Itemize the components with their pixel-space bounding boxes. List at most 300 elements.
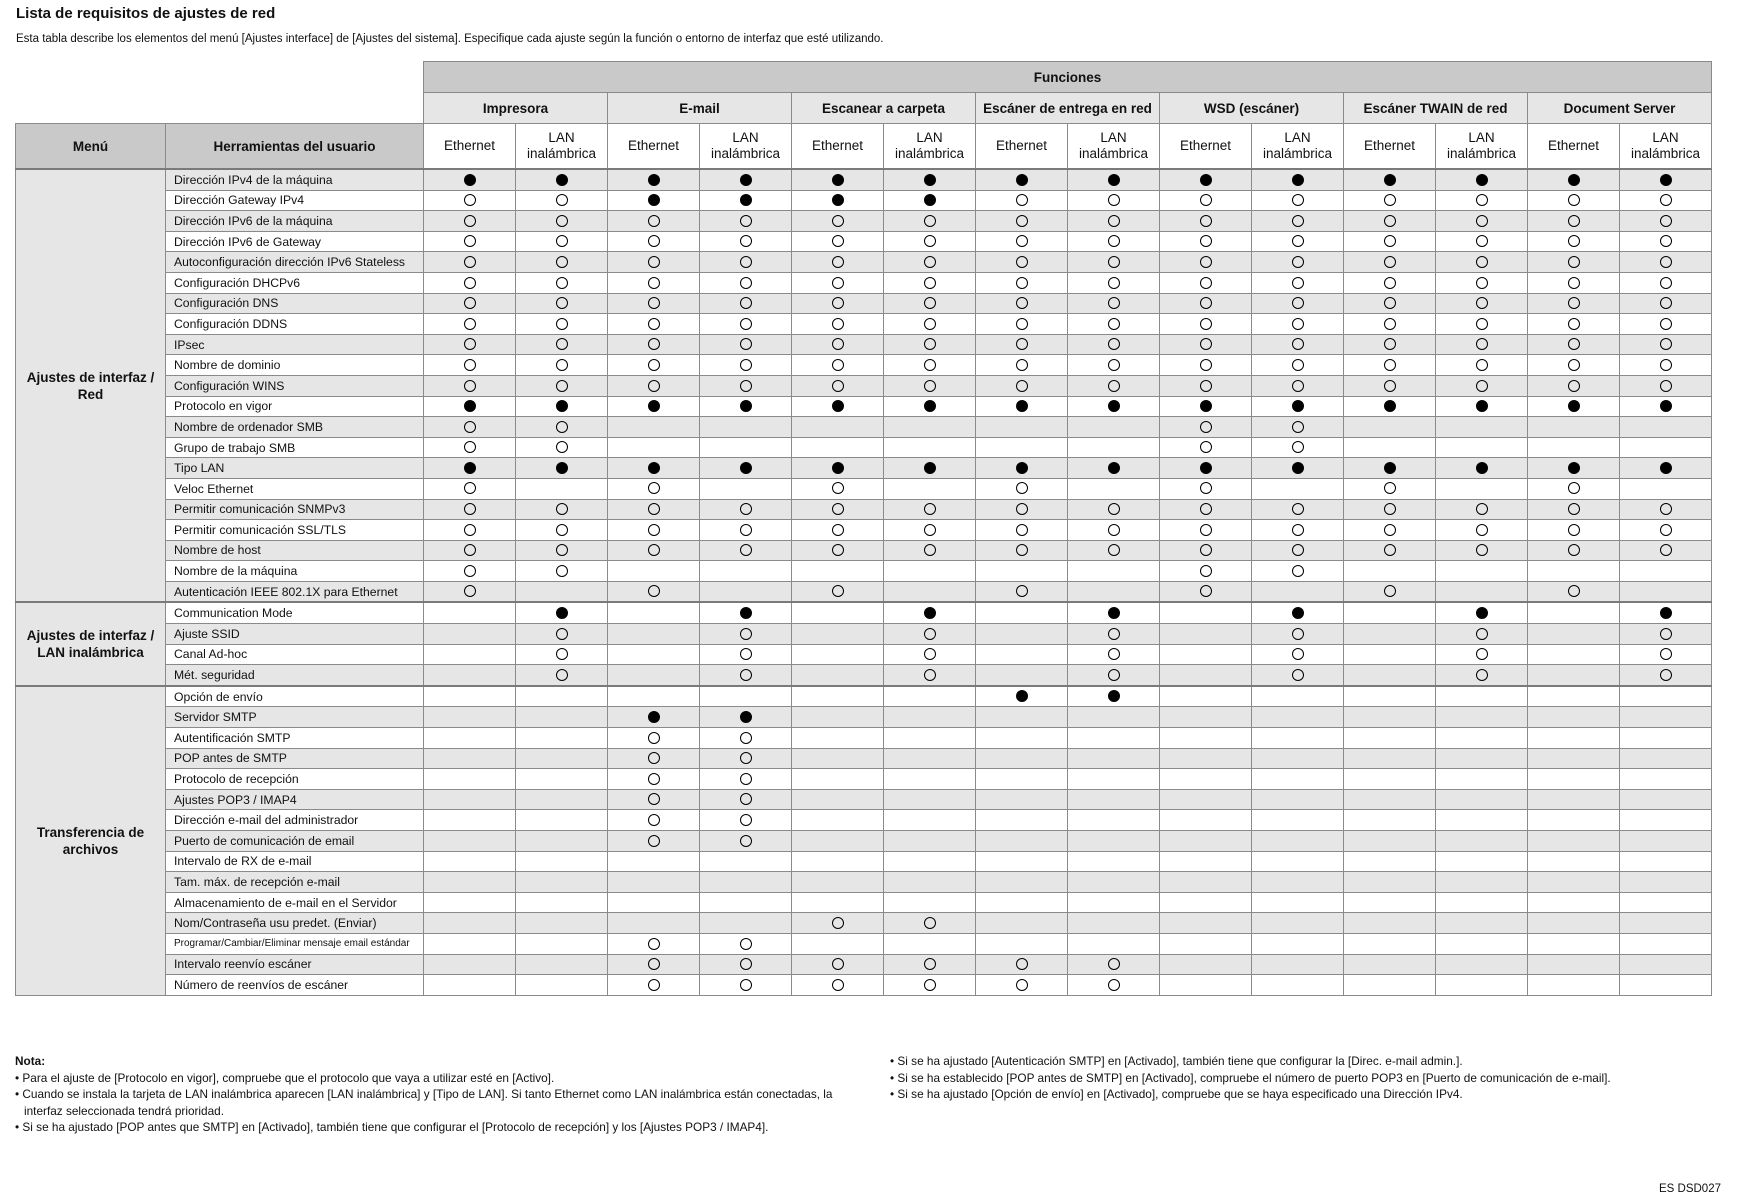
open-circle-icon <box>832 917 844 929</box>
mark-cell <box>792 231 884 252</box>
mark-cell <box>1344 665 1436 686</box>
function-group-header: Escanear a carpeta <box>792 93 976 124</box>
tool-name-cell: Ajuste SSID <box>166 624 424 645</box>
open-circle-icon <box>1200 441 1212 453</box>
mark-cell <box>608 954 700 975</box>
mark-cell <box>1436 561 1528 582</box>
mark-cell <box>700 355 792 376</box>
mark-cell <box>608 375 700 396</box>
open-circle-icon <box>832 235 844 247</box>
filled-circle-icon <box>924 607 936 619</box>
open-circle-icon <box>1292 524 1304 536</box>
mark-cell <box>516 252 608 273</box>
open-circle-icon <box>1016 235 1028 247</box>
open-circle-icon <box>1568 215 1580 227</box>
table-row <box>16 665 1712 686</box>
mark-cell <box>1160 624 1252 645</box>
mark-cell <box>884 810 976 831</box>
mark-cell <box>976 272 1068 293</box>
notes-right <box>890 1053 1710 1103</box>
table-row <box>16 707 1712 728</box>
mark-cell <box>1528 954 1620 975</box>
mark-cell <box>1436 975 1528 996</box>
mark-cell <box>792 581 884 602</box>
mark-cell <box>1252 540 1344 561</box>
mark-cell <box>1528 769 1620 790</box>
filled-circle-icon <box>1200 174 1212 186</box>
mark-cell <box>1068 334 1160 355</box>
mark-cell <box>1344 417 1436 438</box>
mark-cell <box>1436 624 1528 645</box>
mark-cell <box>1252 499 1344 520</box>
mark-cell <box>884 396 976 417</box>
open-circle-icon <box>556 277 568 289</box>
open-circle-icon <box>464 441 476 453</box>
tool-name-cell: Número de reenvíos de escáner <box>166 975 424 996</box>
table-row <box>16 748 1712 769</box>
mark-cell <box>1344 624 1436 645</box>
mark-cell <box>1436 686 1528 707</box>
tool-name-cell: Permitir comunicación SNMPv3 <box>166 499 424 520</box>
note-item: • Si se ha ajustado [Autenticación SMTP] en [Activado], también tiene que configurar la [Direc. e-mail admin.]. <box>890 1054 1463 1068</box>
mark-cell <box>1068 728 1160 749</box>
mark-cell <box>1252 644 1344 665</box>
mark-cell <box>976 252 1068 273</box>
open-circle-icon <box>924 235 936 247</box>
mark-cell <box>700 314 792 335</box>
open-circle-icon <box>924 917 936 929</box>
mark-cell <box>792 540 884 561</box>
open-circle-icon <box>1108 235 1120 247</box>
open-circle-icon <box>1660 648 1672 660</box>
mark-cell <box>1252 624 1344 645</box>
mark-cell <box>1528 417 1620 438</box>
mark-cell <box>976 190 1068 211</box>
open-circle-icon <box>1108 297 1120 309</box>
mark-cell <box>516 602 608 623</box>
mark-cell <box>1528 499 1620 520</box>
open-circle-icon <box>1660 503 1672 515</box>
mark-cell <box>700 728 792 749</box>
open-circle-icon <box>832 297 844 309</box>
mark-cell <box>1620 707 1712 728</box>
mark-cell <box>976 872 1068 893</box>
open-circle-icon <box>648 503 660 515</box>
open-circle-icon <box>924 359 936 371</box>
mark-cell <box>516 872 608 893</box>
mark-cell <box>516 686 608 707</box>
open-circle-icon <box>1292 503 1304 515</box>
open-circle-icon <box>556 359 568 371</box>
mark-cell <box>516 707 608 728</box>
mark-cell <box>1528 478 1620 499</box>
table-row <box>16 913 1712 934</box>
tool-name-cell: Mét. seguridad <box>166 665 424 686</box>
mark-cell <box>1252 272 1344 293</box>
open-circle-icon <box>464 256 476 268</box>
mark-cell <box>792 892 884 913</box>
mark-cell <box>1436 769 1528 790</box>
mark-cell <box>1528 933 1620 954</box>
mark-cell <box>424 602 516 623</box>
mark-cell <box>1528 293 1620 314</box>
mark-cell <box>884 769 976 790</box>
open-circle-icon <box>1016 277 1028 289</box>
mark-cell <box>1528 686 1620 707</box>
mark-cell <box>976 789 1068 810</box>
mark-cell <box>1068 892 1160 913</box>
mark-cell <box>1620 769 1712 790</box>
mark-cell <box>516 665 608 686</box>
mark-cell <box>792 933 884 954</box>
open-circle-icon <box>648 793 660 805</box>
mark-cell <box>424 892 516 913</box>
mark-cell <box>516 975 608 996</box>
mark-cell <box>424 644 516 665</box>
open-circle-icon <box>1292 380 1304 392</box>
open-circle-icon <box>1016 958 1028 970</box>
open-circle-icon <box>832 958 844 970</box>
mark-cell <box>1252 437 1344 458</box>
mark-cell <box>1252 478 1344 499</box>
mark-cell <box>424 458 516 479</box>
open-circle-icon <box>740 648 752 660</box>
mark-cell <box>884 624 976 645</box>
open-circle-icon <box>1108 669 1120 681</box>
mark-cell <box>884 190 976 211</box>
open-circle-icon <box>1108 648 1120 660</box>
mark-cell <box>1160 169 1252 190</box>
mark-cell <box>792 334 884 355</box>
filled-circle-icon <box>1660 174 1672 186</box>
mark-cell <box>1436 665 1528 686</box>
mark-cell <box>1344 707 1436 728</box>
mark-cell <box>516 581 608 602</box>
mark-cell <box>884 252 976 273</box>
mark-cell <box>608 913 700 934</box>
mark-cell <box>1068 520 1160 541</box>
mark-cell <box>1160 581 1252 602</box>
table-row <box>16 872 1712 893</box>
function-group-header: WSD (escáner) <box>1160 93 1344 124</box>
open-circle-icon <box>1476 297 1488 309</box>
open-circle-icon <box>648 359 660 371</box>
mark-cell <box>1436 540 1528 561</box>
open-circle-icon <box>648 544 660 556</box>
open-circle-icon <box>556 524 568 536</box>
mark-cell <box>1252 190 1344 211</box>
mark-cell <box>1436 707 1528 728</box>
mark-cell <box>1344 293 1436 314</box>
filled-circle-icon <box>740 194 752 206</box>
mark-cell <box>516 624 608 645</box>
mark-cell <box>1620 665 1712 686</box>
mark-cell <box>1252 913 1344 934</box>
mark-cell <box>1344 769 1436 790</box>
filled-circle-icon <box>1660 462 1672 474</box>
open-circle-icon <box>924 544 936 556</box>
mark-cell <box>1436 954 1528 975</box>
open-circle-icon <box>1384 297 1396 309</box>
open-circle-icon <box>648 524 660 536</box>
mark-cell <box>1068 293 1160 314</box>
table-row <box>16 728 1712 749</box>
mark-cell <box>1620 810 1712 831</box>
mark-cell <box>976 314 1068 335</box>
open-circle-icon <box>1568 503 1580 515</box>
table-row <box>16 954 1712 975</box>
open-circle-icon <box>740 979 752 991</box>
mark-cell <box>608 520 700 541</box>
mark-cell <box>1068 314 1160 335</box>
mark-cell <box>516 954 608 975</box>
tool-name-cell: Configuración DDNS <box>166 314 424 335</box>
mark-cell <box>424 851 516 872</box>
tool-name-cell: Autentificación SMTP <box>166 728 424 749</box>
open-circle-icon <box>1016 585 1028 597</box>
mark-cell <box>424 954 516 975</box>
table-row <box>16 293 1712 314</box>
mark-cell <box>424 190 516 211</box>
open-circle-icon <box>648 814 660 826</box>
mark-cell <box>976 707 1068 728</box>
open-circle-icon <box>464 524 476 536</box>
mark-cell <box>1436 602 1528 623</box>
filled-circle-icon <box>464 462 476 474</box>
open-circle-icon <box>1200 318 1212 330</box>
ethernet-column-header: Ethernet <box>424 124 516 170</box>
mark-cell <box>1252 686 1344 707</box>
open-circle-icon <box>1384 380 1396 392</box>
mark-cell <box>700 499 792 520</box>
table-row <box>16 375 1712 396</box>
open-circle-icon <box>1568 544 1580 556</box>
mark-cell <box>1068 872 1160 893</box>
mark-cell <box>1344 644 1436 665</box>
open-circle-icon <box>556 338 568 350</box>
mark-cell <box>700 437 792 458</box>
open-circle-icon <box>464 215 476 227</box>
mark-cell <box>1528 624 1620 645</box>
filled-circle-icon <box>832 400 844 412</box>
mark-cell <box>976 355 1068 376</box>
filled-circle-icon <box>740 462 752 474</box>
mark-cell <box>1160 314 1252 335</box>
open-circle-icon <box>1476 359 1488 371</box>
mark-cell <box>608 561 700 582</box>
mark-cell <box>976 334 1068 355</box>
mark-cell <box>1620 396 1712 417</box>
filled-circle-icon <box>1476 607 1488 619</box>
mark-cell <box>1436 933 1528 954</box>
open-circle-icon <box>1200 380 1212 392</box>
mark-cell <box>608 975 700 996</box>
mark-cell <box>1620 624 1712 645</box>
open-circle-icon <box>740 277 752 289</box>
mark-cell <box>1344 748 1436 769</box>
open-circle-icon <box>1108 524 1120 536</box>
mark-cell <box>1160 686 1252 707</box>
mark-cell <box>884 789 976 810</box>
notes-heading: Nota: <box>15 1054 46 1068</box>
mark-cell <box>1436 293 1528 314</box>
mark-cell <box>700 561 792 582</box>
mark-cell <box>1436 252 1528 273</box>
mark-cell <box>1436 375 1528 396</box>
table-row <box>16 190 1712 211</box>
mark-cell <box>1160 211 1252 232</box>
mark-cell <box>792 872 884 893</box>
mark-cell <box>1436 913 1528 934</box>
mark-cell <box>884 665 976 686</box>
menu-cell: Ajustes de interfaz / LAN inalámbrica <box>16 602 166 685</box>
mark-cell <box>884 355 976 376</box>
mark-cell <box>700 644 792 665</box>
mark-cell <box>1344 540 1436 561</box>
mark-cell <box>1068 624 1160 645</box>
mark-cell <box>608 624 700 645</box>
mark-cell <box>976 437 1068 458</box>
ethernet-column-header: Ethernet <box>1528 124 1620 170</box>
mark-cell <box>1252 892 1344 913</box>
mark-cell <box>1252 458 1344 479</box>
open-circle-icon <box>1200 585 1212 597</box>
open-circle-icon <box>740 380 752 392</box>
mark-cell <box>1620 293 1712 314</box>
open-circle-icon <box>1660 215 1672 227</box>
filled-circle-icon <box>1292 607 1304 619</box>
table-row <box>16 478 1712 499</box>
mark-cell <box>976 728 1068 749</box>
mark-cell <box>976 602 1068 623</box>
open-circle-icon <box>648 215 660 227</box>
mark-cell <box>792 396 884 417</box>
mark-cell <box>516 520 608 541</box>
mark-cell <box>1068 540 1160 561</box>
mark-cell <box>1528 975 1620 996</box>
mark-cell <box>792 975 884 996</box>
mark-cell <box>516 396 608 417</box>
mark-cell <box>516 769 608 790</box>
mark-cell <box>516 169 608 190</box>
open-circle-icon <box>556 297 568 309</box>
table-row <box>16 581 1712 602</box>
mark-cell <box>1528 396 1620 417</box>
mark-cell <box>884 686 976 707</box>
mark-cell <box>608 231 700 252</box>
note-item: • Cuando se instala la tarjeta de LAN inalámbrica aparecen [LAN inalámbrica] y [Tipo de LAN]. Si tanto Ethernet como LAN inalámbrica están conectadas, la interfaz seleccionada tendrá prioridad. <box>15 1087 833 1118</box>
mark-cell <box>792 561 884 582</box>
open-circle-icon <box>832 544 844 556</box>
mark-cell <box>700 624 792 645</box>
filled-circle-icon <box>1476 462 1488 474</box>
mark-cell <box>424 831 516 852</box>
mark-cell <box>884 561 976 582</box>
open-circle-icon <box>556 235 568 247</box>
mark-cell <box>1528 581 1620 602</box>
mark-cell <box>1160 190 1252 211</box>
mark-cell <box>1252 789 1344 810</box>
mark-cell <box>1344 458 1436 479</box>
tool-name-cell: Dirección e-mail del administrador <box>166 810 424 831</box>
mark-cell <box>976 933 1068 954</box>
mark-cell <box>1252 334 1344 355</box>
mark-cell <box>424 211 516 232</box>
mark-cell <box>608 892 700 913</box>
mark-cell <box>884 975 976 996</box>
open-circle-icon <box>1476 524 1488 536</box>
tool-name-cell: Nombre de ordenador SMB <box>166 417 424 438</box>
mark-cell <box>1068 211 1160 232</box>
open-circle-icon <box>924 380 936 392</box>
tool-name-cell: Protocolo de recepción <box>166 769 424 790</box>
mark-cell <box>516 375 608 396</box>
mark-cell <box>608 602 700 623</box>
open-circle-icon <box>1568 524 1580 536</box>
open-circle-icon <box>740 628 752 640</box>
mark-cell <box>1436 748 1528 769</box>
mark-cell <box>424 913 516 934</box>
mark-cell <box>1252 293 1344 314</box>
filled-circle-icon <box>648 462 660 474</box>
mark-cell <box>608 272 700 293</box>
mark-cell <box>1620 728 1712 749</box>
open-circle-icon <box>556 421 568 433</box>
mark-cell <box>1528 892 1620 913</box>
filled-circle-icon <box>740 400 752 412</box>
tool-name-cell: Nombre de dominio <box>166 355 424 376</box>
mark-cell <box>884 334 976 355</box>
mark-cell <box>516 644 608 665</box>
open-circle-icon <box>1660 318 1672 330</box>
mark-cell <box>1068 954 1160 975</box>
mark-cell <box>1436 810 1528 831</box>
mark-cell <box>976 231 1068 252</box>
mark-cell <box>516 933 608 954</box>
mark-cell <box>608 190 700 211</box>
table-row <box>16 624 1712 645</box>
mark-cell <box>424 561 516 582</box>
open-circle-icon <box>1200 215 1212 227</box>
mark-cell <box>976 478 1068 499</box>
mark-cell <box>1344 314 1436 335</box>
open-circle-icon <box>1384 235 1396 247</box>
open-circle-icon <box>1292 215 1304 227</box>
open-circle-icon <box>648 732 660 744</box>
open-circle-icon <box>740 835 752 847</box>
wireless-column-header: LAN inalámbrica <box>516 124 608 170</box>
tool-name-cell: Intervalo de RX de e-mail <box>166 851 424 872</box>
mark-cell <box>424 314 516 335</box>
mark-cell <box>700 417 792 438</box>
mark-cell <box>976 851 1068 872</box>
mark-cell <box>792 602 884 623</box>
mark-cell <box>1160 851 1252 872</box>
filled-circle-icon <box>1292 174 1304 186</box>
mark-cell <box>1252 851 1344 872</box>
mark-cell <box>976 769 1068 790</box>
mark-cell <box>884 831 976 852</box>
open-circle-icon <box>556 565 568 577</box>
mark-cell <box>1068 190 1160 211</box>
mark-cell <box>1344 231 1436 252</box>
open-circle-icon <box>832 482 844 494</box>
open-circle-icon <box>1200 524 1212 536</box>
mark-cell <box>1528 211 1620 232</box>
mark-cell <box>884 581 976 602</box>
mark-cell <box>1344 913 1436 934</box>
open-circle-icon <box>648 958 660 970</box>
